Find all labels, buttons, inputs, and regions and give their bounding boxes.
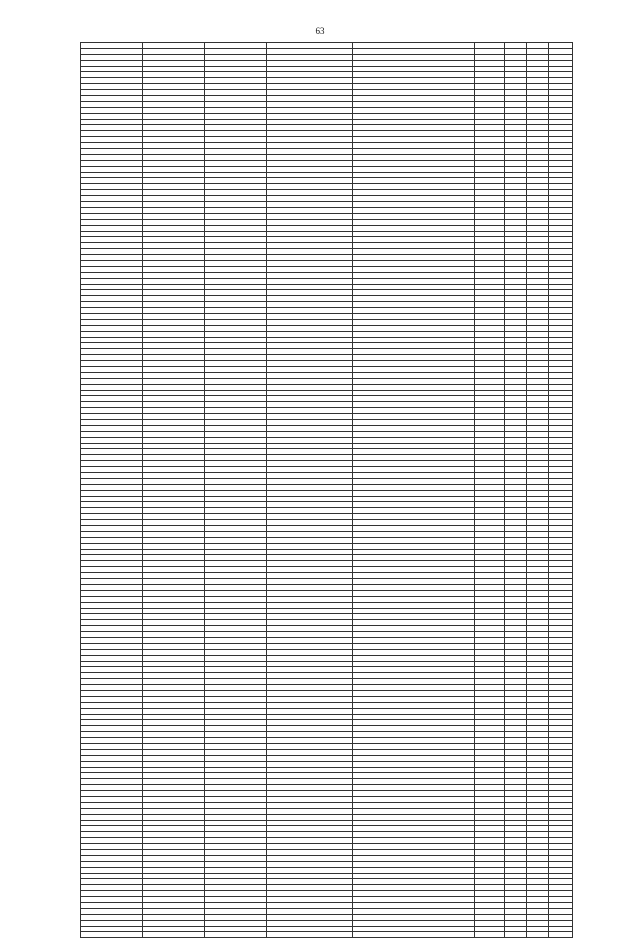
table-cell [81, 932, 143, 938]
table-cell [475, 932, 505, 938]
register-table [80, 42, 573, 938]
register-table-wrapper [80, 42, 572, 938]
table-row [81, 932, 573, 938]
page-number: 63 [315, 26, 325, 36]
table-cell [527, 932, 549, 938]
table-cell [143, 932, 205, 938]
table-cell [267, 932, 353, 938]
table-cell [353, 932, 475, 938]
table-cell [505, 932, 527, 938]
register-table-body [81, 43, 573, 938]
table-cell [205, 932, 267, 938]
table-cell [549, 932, 573, 938]
